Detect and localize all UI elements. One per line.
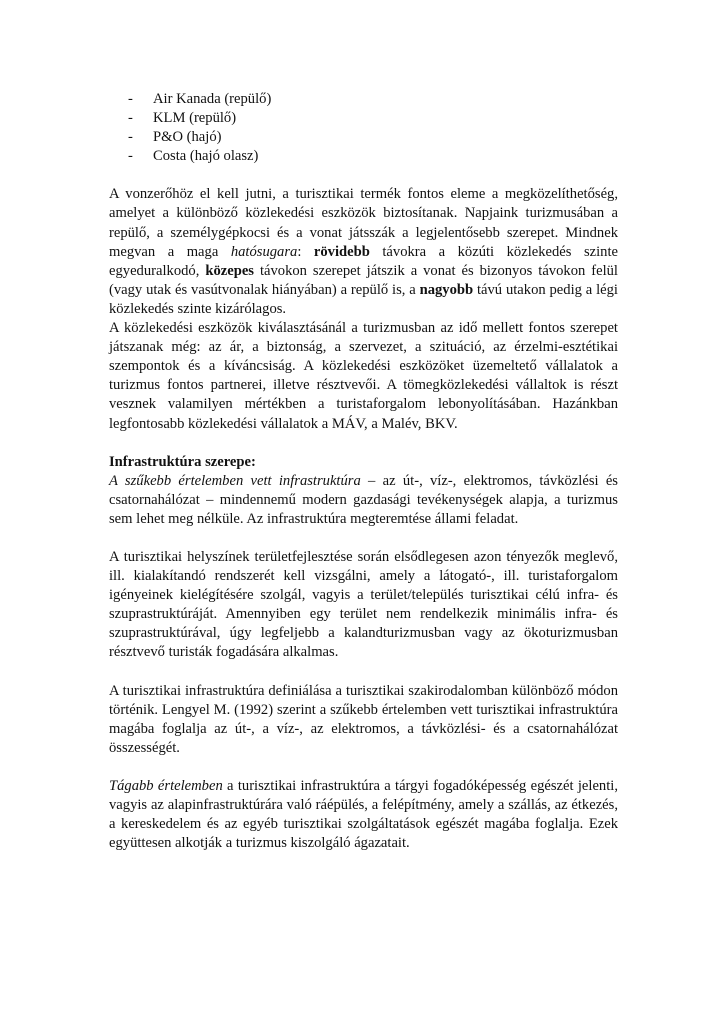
paragraph-broader-sense [109, 777, 618, 853]
paragraph-site-development: A turisztikai helyszínek területfejlesztése során elsődlegesen azon tényezők meglevő, ill. kialakítandó rendszerét kell vizsgálni, amely a látogató-, ill. turistaforgalom igényeinek kielégítésére szolgál, vagyis a terület/település turisztikai célú infra- és szuprastruktúráját. Amennyiben egy terület nem rendelkezik minimális infra- és szuprastruktúrával, úgy legfeljebb a kalandturizmusban vagy az ökoturizmusban résztvevő turisták fogadására alkalmas. [109, 548, 618, 661]
document-page [109, 90, 618, 853]
list-item: - P&O (hajó) [109, 128, 618, 147]
list-item: - KLM (repülő) [109, 109, 618, 128]
italic-term: A szűkebb értelemben vett infrastruktúra [109, 472, 361, 489]
bold-term: rövidebb [313, 243, 370, 260]
bold-term: közepes [205, 262, 254, 279]
paragraph-accessibility [109, 185, 618, 319]
paragraph-definition: A turisztikai infrastruktúra definiálása a turisztikai szakirodalomban különböző módon történik. Lengyel M. (1992) szerint a szűkebb értelemben vett turisztikai infrastruktúra magába foglalja az út-, a víz-, az elektromos, a távközlési- és a csatornahálózat összességét. [109, 682, 618, 756]
list-item: - Air Kanada (repülő) [109, 90, 618, 109]
text-run: távokra a közúti közlekedés szinte egyeduralkodó, [109, 243, 619, 279]
italic-term: hatósugara [230, 243, 298, 260]
text-run: távú utakon pedig a légi közlekedés szinte kizárólagos. [109, 281, 618, 317]
text-run: a turisztikai infrastruktúra a tárgyi fogadóképesség egészét jelenti, vagyis az alapinfrastruktúrára való ráépülés, a felépítmény, amely a szállás, az étkezés, a kereskedelem és az egyéb turisztikai szolgáltatások egészét magába foglalja. Ezek együttesen alkotják a turizmus kiszolgáló ágazatait. [109, 777, 618, 852]
text-run: – az út-, víz-, elektromos, távközlési és csatornahálózat – mindennemű modern gazdasági tevékenységek alapja, a turizmus sem lehet meg nélküle. Az infrastruktúra megteremtése állami feladat. [109, 472, 618, 527]
text-run: távokon szerepet játszik a vonat és bizonyos távokon felül (vagy utak és vasútvonalak hiányában) a repülő is, a [109, 262, 618, 298]
text-run: A vonzerőhöz el kell jutni, a turisztikai termék fontos eleme a megközelíthetőség, amelyet a különböző közlekedési eszközök biztosítanak. Napjaink turizmusában a repülő, a személygépkocsi és a vonat játsszák a legjelentősebb szerepet. Mindnek megvan a maga [109, 186, 618, 260]
text-run: : [297, 243, 314, 260]
bold-term: nagyobb [419, 281, 474, 298]
italic-term: Tágabb értelemben [109, 777, 223, 794]
paragraph-transport-choice: A közlekedési eszközök kiválasztásánál a turizmusban az idő mellett fontos szerepet játszanak még: az ár, a biztonság, a szervezet, a szituáció, az érzelmi-esztétikai szempontok és a kíváncsiság. A közlekedési eszközöket üzemeltető vállalatok a turizmus fontos partnerei, illetve résztvevői. A tömegközlekedési vállaltok is részt vesznek valamilyen mértékben a turistaforgalom lebonyolításában. Hazánkban legfontosabb közlekedési vállalatok a MÁV, a Malév, BKV. [109, 320, 618, 432]
paragraph-infrastructure [109, 453, 618, 529]
section-heading: Infrastruktúra szerepe: [109, 453, 256, 470]
list-item: - Costa (hajó olasz) [109, 147, 618, 166]
company-list [109, 90, 618, 166]
